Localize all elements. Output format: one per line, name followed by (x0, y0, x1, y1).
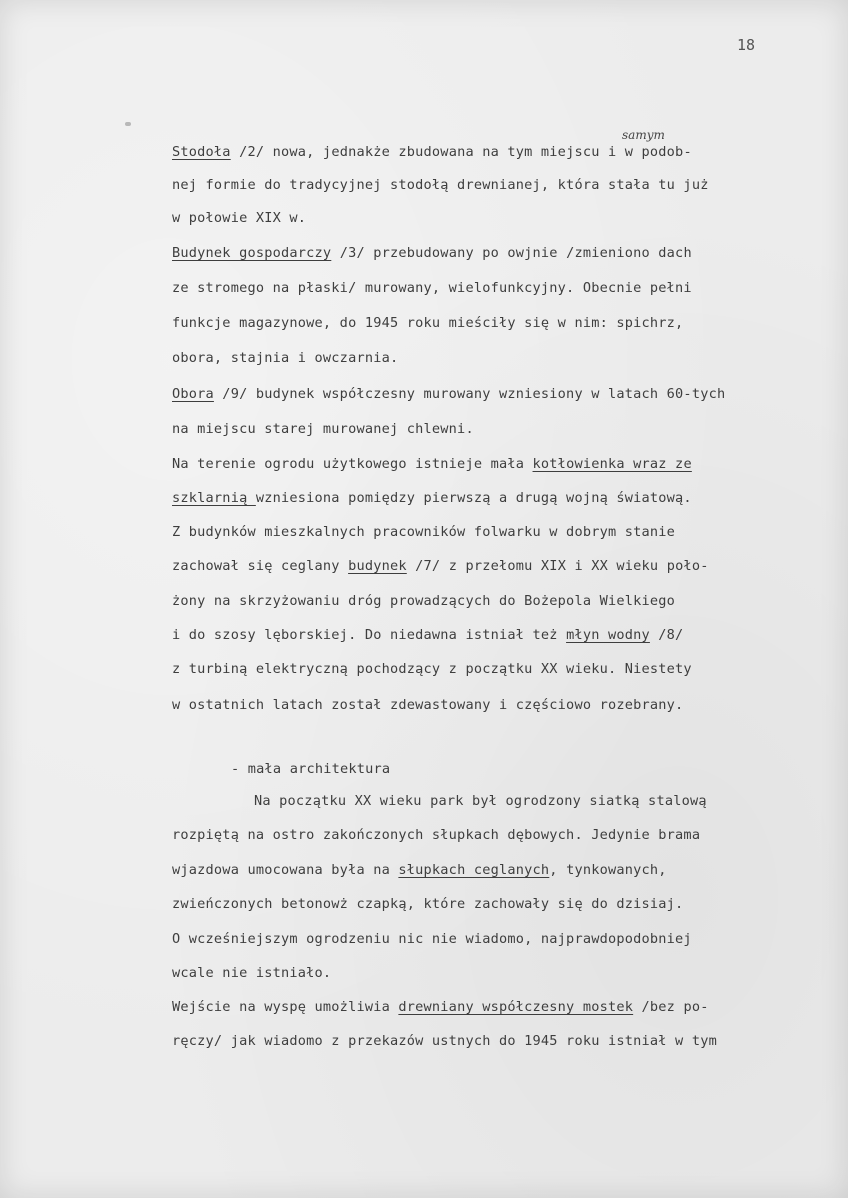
text-line (172, 965, 331, 981)
underlined-term: drewniany współczesny mostek (398, 999, 634, 1015)
text-segment: /3/ przebudowany po owjnie /zmieniono dach (331, 245, 692, 261)
text-segment: rozpiętą na ostro zakończonych słupkach dębowych. Jedynie brama (172, 827, 701, 843)
text-line (172, 593, 675, 609)
text-line (172, 558, 709, 574)
text-line (172, 931, 692, 947)
text-segment: O wcześniejszym ogrodzeniu nic nie wiadomo, najprawdopodobniej (172, 931, 692, 947)
text-line (172, 144, 692, 160)
text-segment: /9/ budynek współczesny murowany wzniesiony w latach 60-tych (213, 386, 726, 402)
underlined-term: Obora (172, 386, 214, 402)
scan-artifact (125, 122, 131, 126)
text-line (172, 210, 306, 226)
text-segment: funkcje magazynowe, do 1945 roku mieściły się w nim: spichrz, (172, 315, 684, 331)
text-line (172, 524, 675, 540)
text-segment: zwieńczonych betonowż czapką, które zachowały się do dzisiaj. (172, 896, 684, 912)
underlined-term: kotłowienka wraz ze (532, 456, 692, 472)
text-segment: żony na skrzyżowaniu dróg prowadzących do Bożepola Wielkiego (172, 593, 676, 609)
page-number: 18 (737, 36, 756, 54)
text-segment: Wejście na wyspę umożliwia (172, 999, 399, 1015)
text-segment: na miejscu starej murowanej chlewni. (172, 421, 474, 437)
text-segment: i do szosy lęborskiej. Do niedawna istniał też (172, 627, 567, 643)
text-line (172, 627, 683, 643)
text-segment: wjazdowa umocowana była na (172, 862, 399, 878)
text-segment: nej formie do tradycyjnej stodołą drewnianej, która stała tu już (172, 177, 709, 193)
text-line (172, 315, 683, 331)
text-segment: /2/ nowa, jednakże zbudowana na tym miejscu i w podob- (230, 144, 692, 160)
text-line (172, 245, 692, 261)
text-line (172, 490, 692, 506)
text-line (172, 280, 692, 296)
underlined-term: słupkach ceglanych (398, 862, 550, 878)
text-segment: wzniesiona pomiędzy pierwszą a drugą wojną światową. (255, 490, 692, 506)
text-line (172, 827, 700, 843)
text-segment: /bez po- (633, 999, 709, 1015)
text-line (231, 761, 390, 777)
text-line (172, 386, 725, 402)
handwritten-margin-note: samym (622, 128, 665, 142)
text-segment: ręczy/ jak wiadomo z przekazów ustnych do 1945 roku istniał w tym (172, 1033, 717, 1049)
text-segment: zachował się ceglany (172, 558, 349, 574)
text-line (172, 350, 398, 366)
text-line (172, 177, 709, 193)
underlined-term: budynek (348, 558, 407, 574)
text-line (172, 697, 683, 713)
text-line (172, 661, 692, 677)
text-line (172, 896, 683, 912)
text-segment: z turbiną elektryczną pochodzący z początku XX wieku. Niestety (172, 661, 692, 677)
text-segment: ze stromego na płaski/ murowany, wielofunkcyjny. Obecnie pełni (172, 280, 692, 296)
text-line (254, 793, 707, 809)
text-segment: Z budynków mieszkalnych pracowników folwarku w dobrym stanie (172, 524, 676, 540)
underlined-term: Stodoła (172, 144, 231, 160)
underlined-term: szklarnią (172, 490, 256, 506)
text-line (172, 421, 474, 437)
text-line (172, 999, 709, 1015)
text-segment: wcale nie istniało. (172, 965, 332, 981)
text-segment: Na początku XX wieku park był ogrodzony siatką stalową (254, 793, 707, 809)
text-segment: w połowie XIX w. (172, 210, 307, 226)
text-segment: w ostatnich latach został zdewastowany i częściowo rozebrany. (172, 697, 684, 713)
text-line (172, 1033, 717, 1049)
underlined-term: młyn wodny (566, 627, 650, 643)
text-segment: obora, stajnia i owczarnia. (172, 350, 399, 366)
underlined-term: Budynek gospodarczy (172, 245, 332, 261)
text-segment: Na terenie ogrodu użytkowego istnieje mała (172, 456, 533, 472)
text-segment: /8/ (649, 627, 684, 643)
text-line (172, 456, 692, 472)
text-line (172, 862, 667, 878)
text-segment: /7/ z przełomu XIX i XX wieku poło- (406, 558, 709, 574)
text-segment: - mała architektura (231, 761, 391, 777)
text-segment: , tynkowanych, (549, 862, 667, 878)
